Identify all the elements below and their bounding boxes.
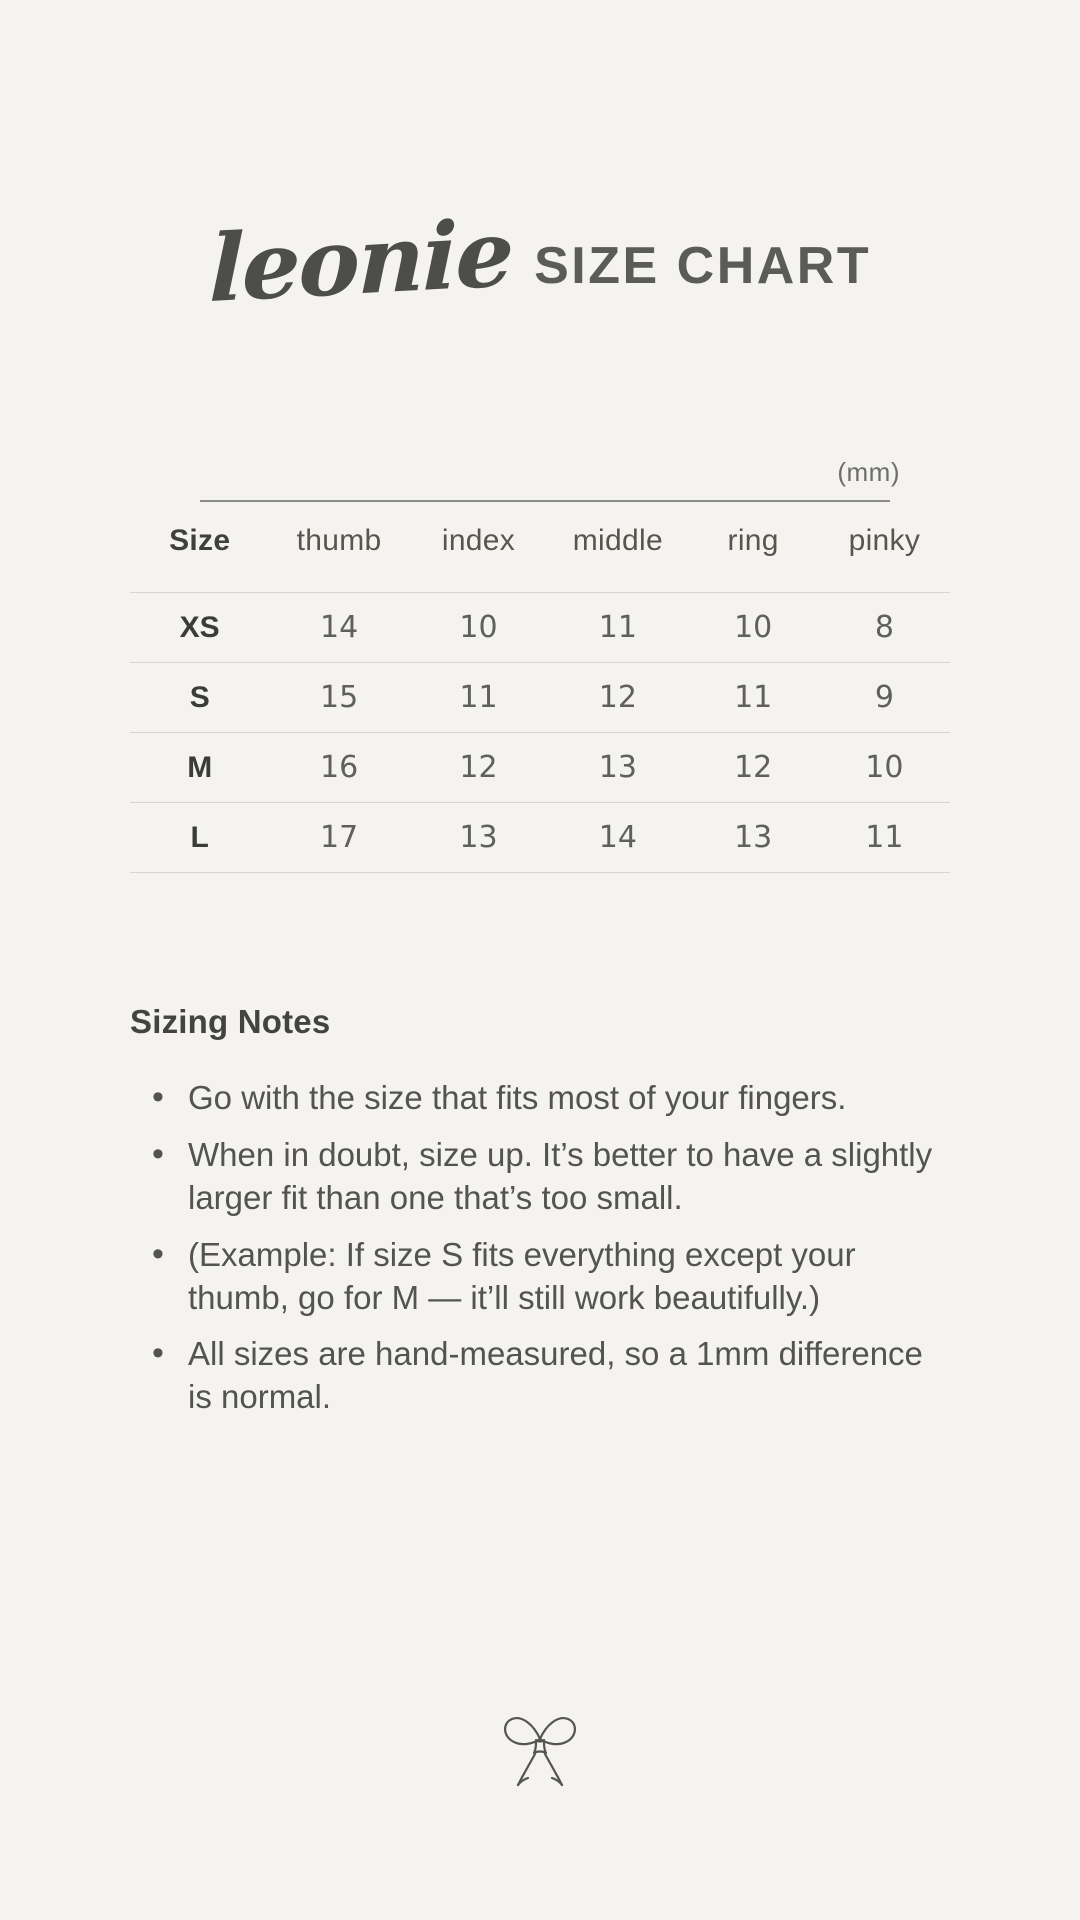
column-header-index: index xyxy=(441,524,516,557)
table-row xyxy=(130,733,950,803)
cell-pinky: 9 xyxy=(819,663,950,733)
table-row xyxy=(130,593,950,663)
cell-middle: 14 xyxy=(548,803,687,873)
list-item: • All sizes are hand-measured, so a 1mm difference is normal. xyxy=(146,1333,950,1419)
cell-thumb: 14 xyxy=(269,593,408,663)
unit-row xyxy=(130,457,950,492)
column-header-size: Size xyxy=(169,524,231,557)
cell-index: 12 xyxy=(409,733,548,803)
sizing-notes-list xyxy=(130,1077,950,1419)
cell-index: 11 xyxy=(409,663,548,733)
cell-thumb: 17 xyxy=(269,803,408,873)
cell-pinky: 10 xyxy=(819,733,950,803)
cell-middle: 12 xyxy=(548,663,687,733)
table-row xyxy=(130,803,950,873)
cell-size: L xyxy=(130,803,269,873)
cell-pinky: 11 xyxy=(819,803,950,873)
size-table-head xyxy=(130,524,950,593)
brand-logo: leonie xyxy=(208,198,513,324)
cell-ring: 13 xyxy=(688,803,819,873)
cell-middle: 11 xyxy=(548,593,687,663)
size-table xyxy=(130,524,950,873)
column-header-middle: middle xyxy=(572,524,663,557)
cell-ring: 10 xyxy=(688,593,819,663)
cell-index: 13 xyxy=(409,803,548,873)
sizing-notes-title: Sizing Notes xyxy=(130,1003,331,1040)
table-row xyxy=(130,663,950,733)
page-header xyxy=(100,0,980,324)
cell-index: 10 xyxy=(409,593,548,663)
footer-ornament xyxy=(0,1709,1080,1800)
column-header-pinky: pinky xyxy=(848,524,921,557)
cell-size: M xyxy=(130,733,269,803)
column-header-thumb: thumb xyxy=(296,524,382,557)
table-top-rule xyxy=(200,500,890,502)
unit-label: (mm) xyxy=(837,457,900,487)
cell-ring: 12 xyxy=(688,733,819,803)
cell-pinky: 8 xyxy=(819,593,950,663)
list-item: • When in doubt, size up. It’s better to have a slightly larger fit than one that’s too small. xyxy=(146,1134,950,1220)
size-table-section xyxy=(100,457,980,873)
cell-thumb: 15 xyxy=(269,663,408,733)
sizing-notes-section xyxy=(100,1003,980,1419)
size-table-body xyxy=(130,593,950,873)
column-header-ring: ring xyxy=(727,524,779,557)
list-item: • Go with the size that fits most of your fingers. xyxy=(146,1077,950,1120)
cell-size: S xyxy=(130,663,269,733)
cell-middle: 13 xyxy=(548,733,687,803)
list-item: • (Example: If size S fits everything except your thumb, go for M — it’ll still work beautifully.) xyxy=(146,1234,950,1320)
cell-thumb: 16 xyxy=(269,733,408,803)
table-header-row xyxy=(130,524,950,593)
cell-size: XS xyxy=(130,593,269,663)
page-title: SIZE CHART xyxy=(534,237,872,295)
bow-icon xyxy=(492,1709,588,1800)
cell-ring: 11 xyxy=(688,663,819,733)
